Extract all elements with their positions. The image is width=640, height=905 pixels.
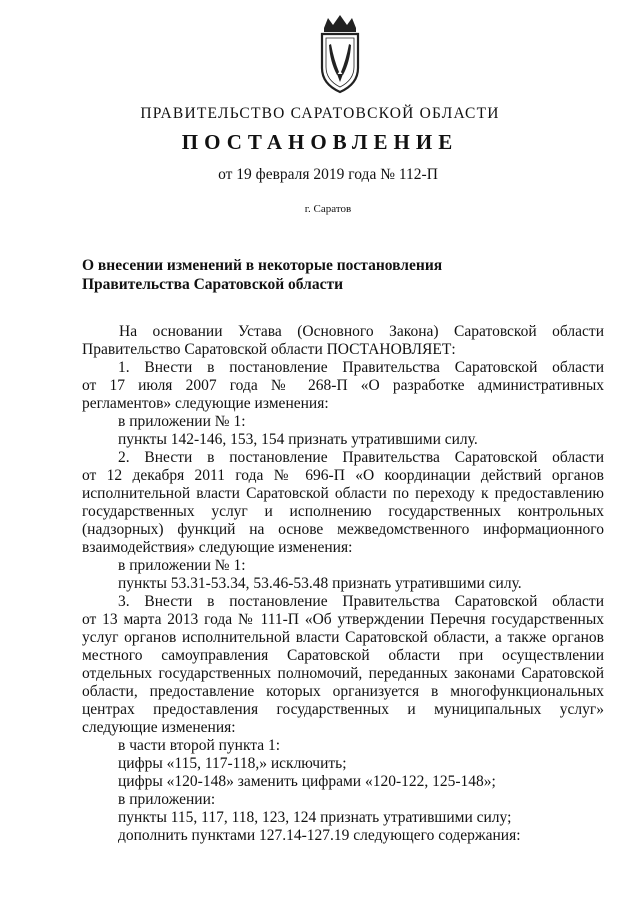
body-line: пункты 53.31-53.34, 53.46-53.48 признать утратившими силу. [118,575,522,592]
body-line: от 12 декабря 2011 года № 696-П «О координации действий органов [82,467,604,484]
body-line: государственных услуг и исполнению государственных контрольных [82,503,604,520]
body-line: 2. Внести в постановление Правительства Саратовской области [118,449,604,466]
body-line: пункты 115, 117, 118, 123, 124 признать утратившими силу; [118,809,512,826]
body-line: цифры «120-148» заменить цифрами «120-122, 125-148»; [118,773,496,790]
coat-of-arms-emblem [317,14,363,96]
body-line: следующие изменения: [82,719,236,736]
resolution-subject [82,256,542,294]
body-line: На основании Устава (Основного Закона) Саратовской области [119,323,604,340]
body-line: (надзорных) функций на основе межведомственного информационного [82,521,604,538]
body-line: в части второй пункта 1: [118,737,281,754]
date-and-number: от 19 февраля 2019 года № 112-П [218,166,438,183]
body-line: услуг органов исполнительной власти Саратовской области, а также органов [82,629,604,646]
body-line: от 17 июля 2007 года № 268-П «О разработке административных [82,377,604,394]
body-line: регламентов» следующие изменения: [82,395,329,412]
city-name: г. Саратов [304,203,352,215]
body-line: цифры «115, 117-118,» исключить; [118,755,347,772]
coat-of-arms-icon [317,14,363,96]
body-line: исполнительной власти Саратовской области по переходу к предоставлению [82,485,604,502]
body-line: в приложении: [118,791,216,808]
government-name: ПРАВИТЕЛЬСТВО САРАТОВСКОЙ ОБЛАСТИ [140,105,500,122]
body-line: в приложении № 1: [118,557,246,574]
body-line: пункты 142-146, 153, 154 признать утратившими силу. [118,431,478,448]
body-line: Правительство Саратовской области ПОСТАНОВЛЯЕТ: [82,341,456,358]
body-line: отдельных государственных полномочий, переданных законами Саратовской [82,665,604,682]
body-line: в приложении № 1: [118,413,246,430]
body-line: центрах предоставления государственных и муниципальных услуг» [82,701,604,718]
body-line: дополнить пунктами 127.14-127.19 следующего содержания: [118,827,521,844]
document-type-title: ПОСТАНОВЛЕНИЕ [181,130,459,154]
body-line: местного самоуправления Саратовской области при осуществлении [82,647,604,664]
body-line: взаимодействия» следующие изменения: [82,539,353,556]
subject-line: О внесении изменений в некоторые постановления [82,257,443,274]
resolution-body [82,323,604,845]
body-line: 3. Внести в постановление Правительства Саратовской области [118,593,604,610]
body-line: от 13 марта 2013 года № 111-П «Об утверждении Перечня государственных [82,611,604,628]
body-line: области, предоставление которых организуется в многофункциональных [82,683,604,700]
body-line: 1. Внести в постановление Правительства Саратовской области [118,359,604,376]
subject-line: Правительства Саратовской области [82,276,343,293]
